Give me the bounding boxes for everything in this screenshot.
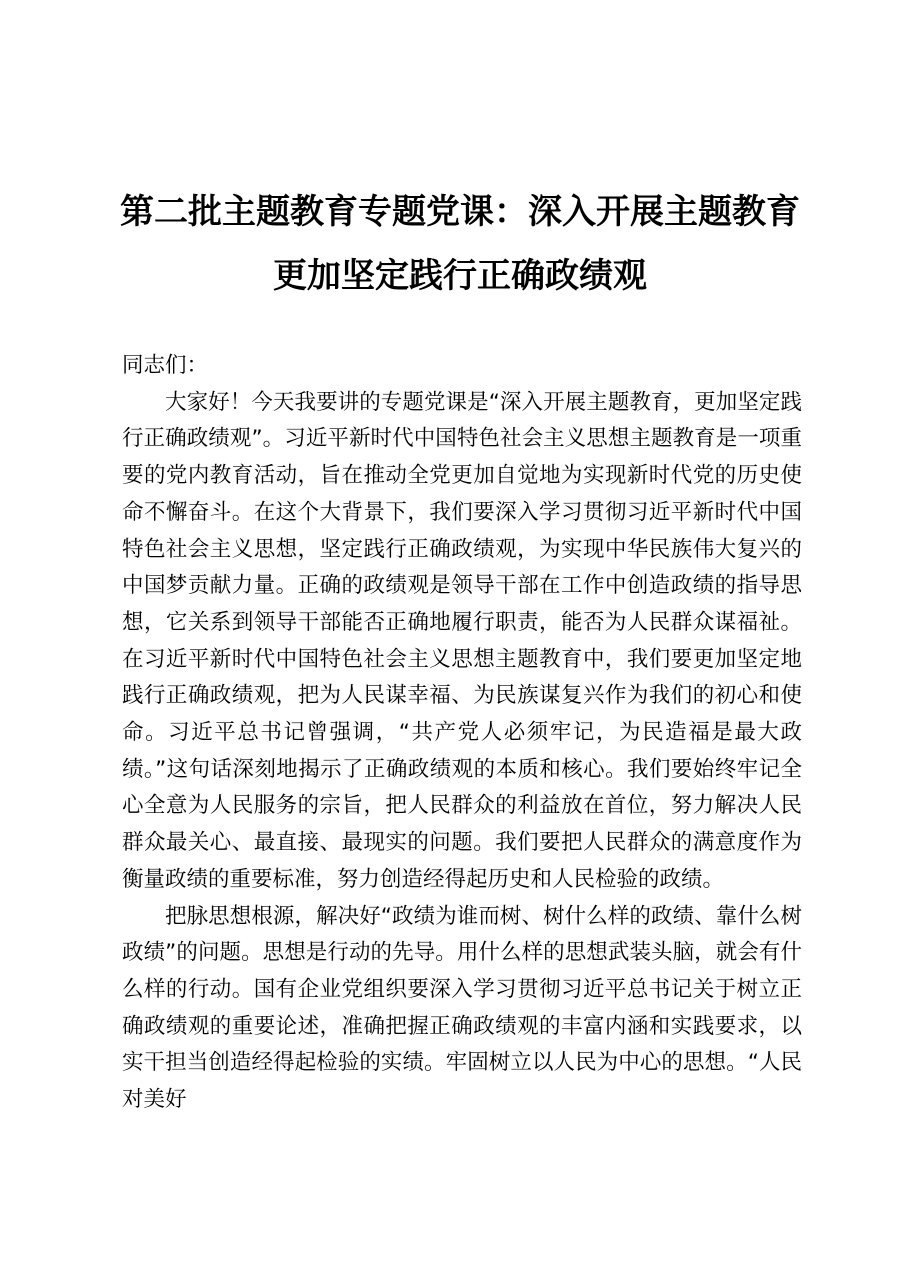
paragraph: 大家好！今天我要讲的专题党课是“深入开展主题教育，更加坚定践行正确政绩观”。习近平新时代中国特色社会主义思想主题教育是一项重要的党内教育活动，旨在推动全党更加自觉地为实现新时代党的历史使命不懈奋斗。在这个大背景下，我们要深入学习贯彻习近平新时代中国特色社会主义思想，坚定践行正确政绩观，为实现中华民族伟大复兴的中国梦贡献力量。正确的政绩观是领导干部在工作中创造政绩的指导思想，它关系到领导干部能否正确地履行职责，能否为人民群众谋福祉。在习近平新时代中国特色社会主义思想主题教育中，我们要更加坚定地践行正确政绩观，把为人民谋幸福、为民族谋复兴作为我们的初心和使命。习近平总书记曾强调，“共产党人必须牢记，为民造福是最大政绩。”这句话深刻地揭示了正确政绩观的本质和核心。我们要始终牢记全心全意为人民服务的宗旨，把人民群众的利益放在首位，努力解决人民群众最关心、最直接、最现实的问题。我们要把人民群众的满意度作为衡量政绩的重要标准，努力创造经得起历史和人民检验的政绩。	[122, 389, 802, 892]
paragraph: 把脉思想根源，解决好“政绩为谁而树、树什么样的政绩、靠什么树政绩”的问题。思想是行动的先导。用什么样的思想武装头脑，就会有什么样的行动。国有企业党组织要深入学习贯彻习近平总书记关于树立正确政绩观的重要论述，准确把握正确政绩观的丰富内涵和实践要求，以实干担当创造经得起检验的实绩。牢固树立以人民为中心的思想。“人民对美好	[122, 903, 802, 1113]
document-title-line-1: 第二批主题教育专题党课：深入开展主题教育	[120, 192, 800, 232]
salutation: 同志们：	[122, 353, 209, 378]
document-body	[122, 348, 802, 1119]
document-title-line-2: 更加坚定践行正确政绩观	[273, 256, 647, 296]
